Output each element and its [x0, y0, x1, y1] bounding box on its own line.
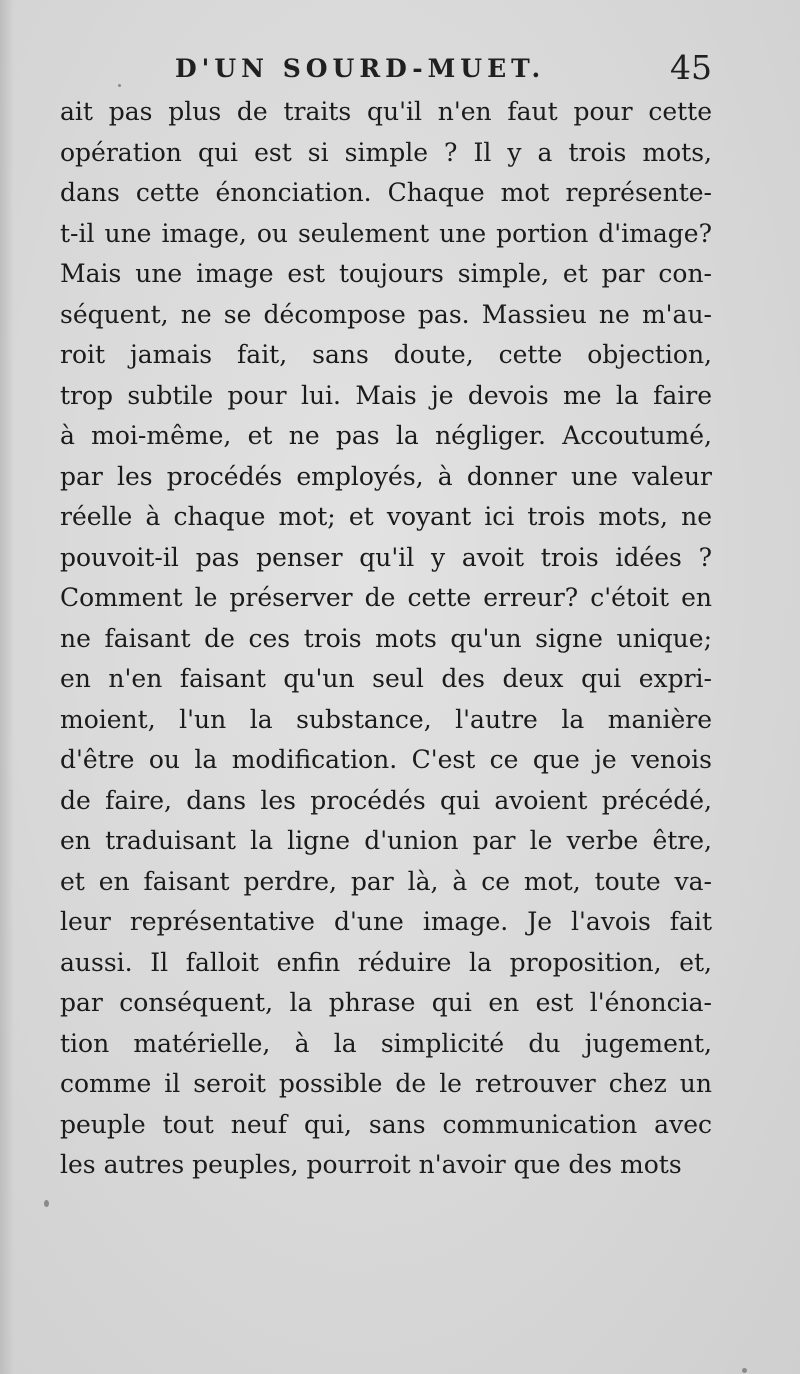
text-line: ait pas plus de traits qu'il n'en faut pour cette: [60, 97, 712, 126]
page-gutter-shadow: [0, 0, 14, 1374]
text-line: tion matérielle, à la simplicité du jugement,: [60, 1028, 712, 1058]
paper-speck: [742, 1368, 747, 1373]
text-line: par les procédés employés, à donner une valeur: [60, 461, 712, 491]
paper-speck: [118, 84, 121, 87]
page-number: 45: [670, 48, 712, 87]
paper-speck: [44, 1200, 49, 1207]
text-line: de faire, dans les procédés qui avoient précédé,: [60, 785, 712, 815]
running-head-title: D'UN SOURD-MUET.: [175, 54, 546, 83]
text-line: en traduisant la ligne d'union par le verbe être,: [60, 826, 712, 855]
running-head: [60, 48, 712, 92]
text-line: comme il seroit possible de le retrouver chez un: [60, 1069, 712, 1098]
text-line: trop subtile pour lui. Mais je devois me la faire: [60, 380, 712, 410]
text-line: opération qui est si simple ? Il y a trois mots,: [60, 137, 712, 167]
text-line: et en faisant perdre, par là, à ce mot, toute va-: [60, 866, 712, 896]
text-line: séquent, ne se décompose pas. Massieu ne m'au-: [60, 299, 712, 329]
text-line: t-il une image, ou seulement une portion d'image?: [60, 218, 712, 248]
text-line: réelle à chaque mot; et voyant ici trois mots, ne: [60, 502, 712, 531]
text-line: Comment le préserver de cette erreur? c'étoit en: [60, 583, 712, 612]
text-line: ne faisant de ces trois mots qu'un signe unique;: [60, 623, 712, 653]
text-line: dans cette énonciation. Chaque mot représente-: [60, 178, 712, 207]
text-line: pouvoit-il pas penser qu'il y avoit trois idées ?: [60, 542, 712, 572]
text-line: peuple tout neuf qui, sans communication avec: [60, 1109, 712, 1139]
text-line: en n'en faisant qu'un seul des deux qui expri-: [60, 664, 712, 693]
text-line: leur représentative d'une image. Je l'avois fait: [60, 907, 712, 936]
text-line: les autres peuples, pourroit n'avoir que des mots: [60, 1150, 682, 1179]
body-text: [60, 92, 712, 1186]
text-line: moient, l'un la substance, l'autre la manière: [60, 704, 712, 734]
text-line: Mais une image est toujours simple, et par con-: [60, 259, 712, 288]
text-line: d'être ou la modification. C'est ce que je venois: [60, 745, 712, 774]
text-line: à moi-même, et ne pas la négliger. Accoutumé,: [60, 421, 712, 450]
text-line: roit jamais fait, sans doute, cette objection,: [60, 340, 712, 369]
text-line: par conséquent, la phrase qui en est l'énoncia-: [60, 988, 712, 1017]
text-line: aussi. Il falloit enfin réduire la proposition, et,: [60, 947, 712, 977]
